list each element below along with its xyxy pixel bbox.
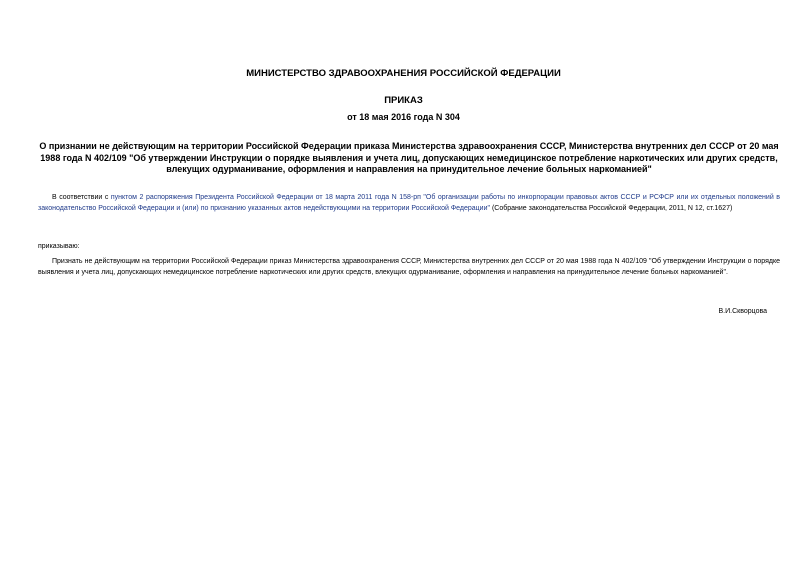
- preamble-paragraph: [38, 193, 780, 214]
- document-title: О признании не действующим на территории Российской Федерации приказа Министерства здравоохранения СССР, Министерства внутренних дел СССР от 20 мая 1988 года N 402/109 "Об утверждении Инструкции о порядке выявления и учета лиц, допускающих немедицинское потребление наркотических или других средств, влекущих одурманивание, оформления и направления на принудительное лечение больных наркоманией": [39, 141, 779, 174]
- preamble-prefix: В соответствии с: [52, 194, 109, 201]
- doc-type-heading: ПРИКАЗ: [384, 95, 423, 106]
- signature: В.И.Скворцова: [718, 308, 767, 315]
- preamble-reference-link[interactable]: пунктом 2 распоряжения Президента Российской Федерации от 18 марта 2011 года N 158-рп "Об организации работы по инкорпорации правовых актов СССР и РСФСР или их отдельных положений в законодательство Российской Федерации и (или) по признанию указанных актов недействующими на территории Российской Федерации": [38, 194, 780, 212]
- preamble-suffix: (Собрание законодательства Российской Федерации, 2011, N 12, ст.1627): [491, 204, 733, 212]
- order-paragraph: [38, 257, 780, 278]
- order-label: приказываю:: [38, 243, 80, 250]
- ministry-heading: МИНИСТЕРСТВО ЗДРАВООХРАНЕНИЯ РОССИЙСКОЙ ФЕДЕРАЦИИ: [246, 68, 561, 79]
- order-text: Признать не действующим на территории Российской Федерации приказ Министерства здравоохранения СССР, Министерства внутренних дел СССР от 20 мая 1988 года N 402/109 "Об утверждении Инструкции о порядке выявления и учета лиц, допускающих немедицинское потребление наркотических или других средств, влекущих одурманивание, оформления и направления на принудительное лечение больных наркоманией".: [38, 258, 780, 276]
- date-number-heading: от 18 мая 2016 года N 304: [347, 112, 460, 122]
